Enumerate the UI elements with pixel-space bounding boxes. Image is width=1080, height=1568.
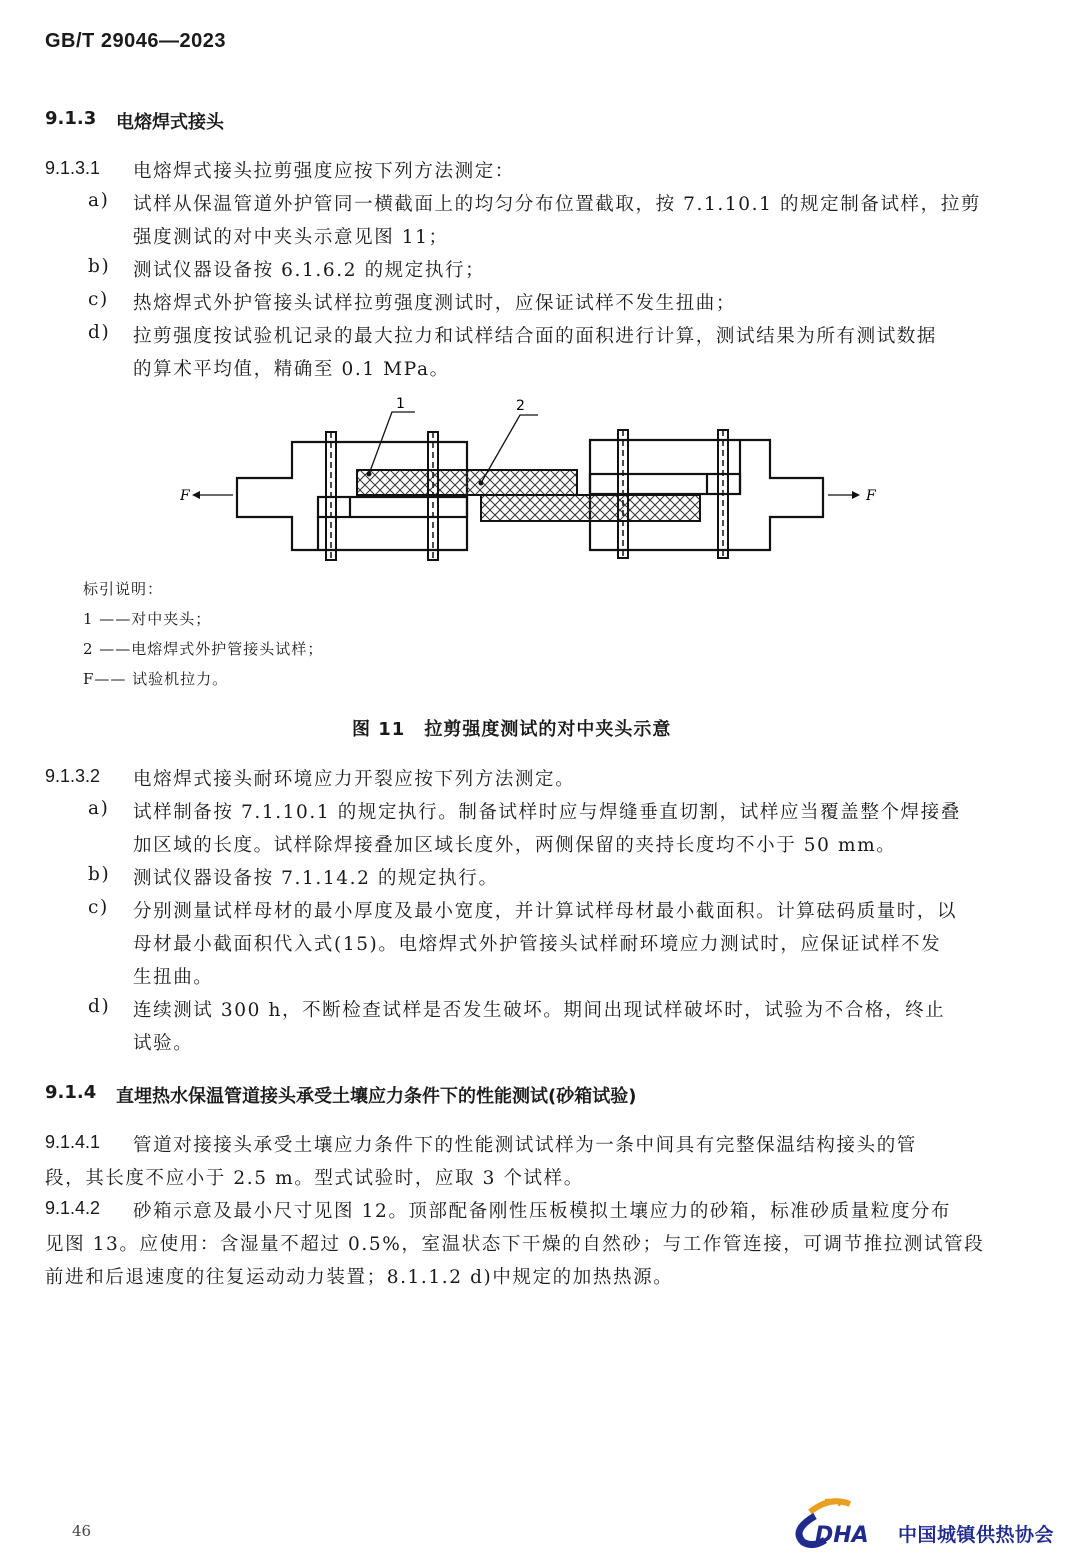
- list-item-text: 生扭曲。: [133, 967, 214, 988]
- cdha-logo: [785, 1490, 1075, 1560]
- list-item-text: 母材最小截面积代入式(15)。电熔焊式外护管接头试样耐环境应力测试时，应保证试样不发: [133, 934, 942, 955]
- list-item-label: a): [88, 798, 110, 819]
- svg-text:DHA: DHA: [815, 1523, 869, 1548]
- list-item-text: 试验。: [133, 1033, 194, 1054]
- list-item-label: a): [88, 190, 110, 211]
- clause-9132-text: 电熔焊式接头耐环境应力开裂应按下列方法测定。: [133, 769, 576, 790]
- list-item-text: 强度测试的对中夹头示意见图 11；: [133, 227, 449, 248]
- section-914-number: 9.1.4: [45, 1082, 97, 1103]
- list-item-label: c): [88, 897, 109, 918]
- list-item-text: 试样从保温管道外护管同一横截面上的均匀分布位置截取，按 7.1.10.1 的规定制备试样，拉剪: [133, 194, 981, 215]
- list-item-text: 加区域的长度。试样除焊接叠加区域长度外，两侧保留的夹持长度均不小于 50 mm。: [133, 835, 897, 856]
- callout-1: 1: [396, 396, 405, 412]
- clause-text: 管道对接接头承受土壤应力条件下的性能测试试样为一条中间具有完整保温结构接头的管: [133, 1135, 917, 1156]
- clause-text: 前进和后退速度的往复运动动力装置；8.1.1.2 d)中规定的加热热源。: [45, 1267, 674, 1288]
- list-item-text: 的算术平均值，精确至 0.1 MPa。: [133, 359, 450, 380]
- list-item-label: b): [88, 864, 111, 885]
- standard-code: GB/T 29046—2023: [45, 30, 226, 52]
- force-left-label: F: [180, 488, 190, 504]
- list-item-label: d): [88, 996, 111, 1017]
- list-item-text: 热熔焊式外护管接头试样拉剪强度测试时，应保证试样不发生扭曲；: [133, 293, 737, 314]
- section-914-title: 直埋热水保温管道接头承受土壤应力条件下的性能测试(砂箱试验): [116, 1086, 637, 1107]
- clause-9131-number: 9.1.3.1: [45, 158, 101, 178]
- clause-9131-text: 电熔焊式接头拉剪强度应按下列方法测定：: [133, 161, 515, 182]
- list-item-text: 测试仪器设备按 6.1.6.2 的规定执行；: [133, 260, 486, 281]
- legend-item: 2 ——电熔焊式外护管接头试样；: [83, 640, 324, 658]
- specimen-upper: [357, 470, 577, 495]
- list-item-text: 测试仪器设备按 7.1.14.2 的规定执行。: [133, 868, 499, 889]
- list-item-label: d): [88, 322, 111, 343]
- clause-9132-number: 9.1.3.2: [45, 766, 101, 786]
- force-right-label: F: [866, 488, 876, 504]
- cdha-logo-mark: [785, 1490, 895, 1550]
- clause-text: 段，其长度不应小于 2.5 m。型式试验时，应取 3 个试样。: [45, 1168, 584, 1189]
- list-item-text: 拉剪强度按试验机记录的最大拉力和试样结合面的面积进行计算，测试结果为所有测试数据: [133, 326, 938, 347]
- clause-number: 9.1.4.2: [45, 1198, 101, 1218]
- clause-text: 见图 13。应使用：含湿量不超过 0.5%，室温状态下干燥的自然砂；与工作管连接，可调节推拉测试管段: [45, 1234, 985, 1255]
- legend-title: 标引说明：: [83, 580, 164, 598]
- list-item-label: c): [88, 289, 109, 310]
- callout-2: 2: [516, 398, 525, 414]
- list-item-text: 分别测量试样母材的最小厚度及最小宽度，并计算试样母材最小截面积。计算砝码质量时，以: [133, 901, 958, 922]
- left-clamp-plate: [318, 497, 467, 517]
- list-item-label: b): [88, 256, 111, 277]
- clause-text: 砂箱示意及最小尺寸见图 12。顶部配备刚性压板模拟土壤应力的砂箱，标准砂质量粒度分布: [133, 1201, 952, 1222]
- list-item-text: 试样制备按 7.1.10.1 的规定执行。制备试样时应与焊缝垂直切割，试样应当覆盖整个焊接叠: [133, 802, 961, 823]
- list-item-text: 连续测试 300 h，不断检查试样是否发生破坏。期间出现试样破坏时，试验为不合格，终止: [133, 1000, 946, 1021]
- legend-item: 1 ——对中夹头；: [83, 610, 212, 628]
- clause-number: 9.1.4.1: [45, 1132, 101, 1152]
- legend-item: F—— 试验机拉力。: [83, 670, 229, 688]
- page-number: 46: [72, 1522, 92, 1540]
- specimen-lower: [481, 495, 700, 521]
- section-913-number: 9.1.3: [45, 108, 97, 129]
- section-913-title: 电熔焊式接头: [116, 112, 224, 133]
- figure-11-diagram: [0, 390, 1080, 570]
- figure-caption: 图 11 拉剪强度测试的对中夹头示意: [352, 719, 672, 740]
- cdha-logo-text: 中国城镇供热协会: [898, 1524, 1055, 1546]
